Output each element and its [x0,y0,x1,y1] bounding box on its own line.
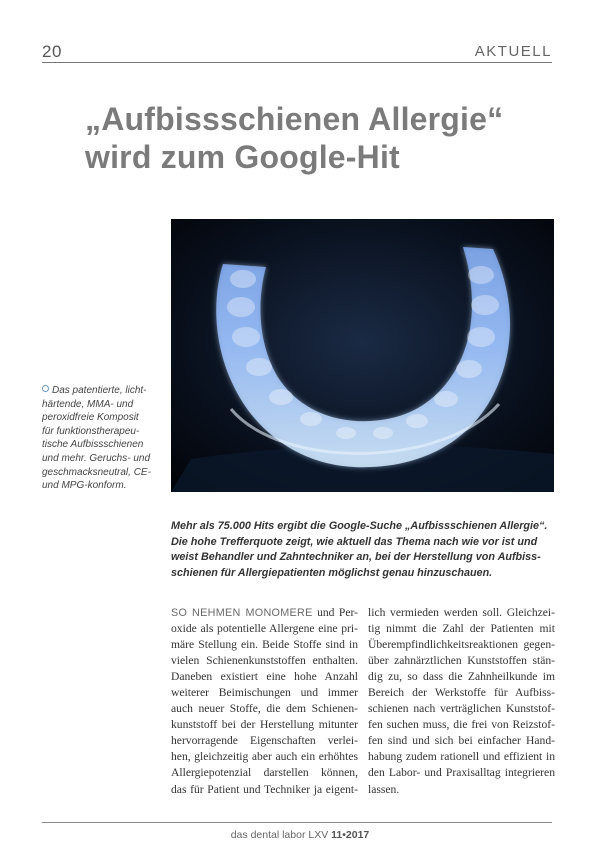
article-intro [171,519,566,581]
intro-line: schienen für Allergiepatienten möglichst genau hinzuschauen. [171,566,493,579]
body-line: vielen Schienenkunststoffen enthalten. [171,654,358,668]
body-line: Daneben existiert eine hohe Anzahl [171,670,358,684]
body-line: dig zu, so dass die Zahnheilkunde im [368,670,555,684]
body-line: schienen nach verträglichen Kunststof- [368,702,555,716]
body-line: hervorragende Eigenschaften verlei- [171,734,358,748]
caption-line: und mehr. Geruchs- und [42,452,151,464]
page-number: 20 [42,42,62,61]
body-line: weiterer Beimischungen und immer [171,686,358,700]
intro-line: weist Behandler und Zahntechniker an, bei der Herstellung von Aufbiss- [171,551,541,563]
caption-line [42,384,164,398]
body-line: Überempfindlichkeitsreaktionen gegen- [368,638,555,652]
article-photo [171,219,554,492]
dental-splint-icon [171,219,554,492]
body-line: fen suchen muss, die frei von Reizstof- [368,718,555,732]
title-line: „Aufbissschienen Allergie“ [85,101,504,137]
body-line: hen, gleichzeitig aber auch ein erhöhtes [171,750,358,764]
body-line: tig nimmt die Zahl der Patienten mit [368,622,555,636]
caption-line: härtende, MMA- und [42,398,134,410]
body-line: habung zudem rationell und effizient in [368,750,555,764]
caption-line: geschmacksneutral, CE- [42,466,151,478]
body-line: fen sind und sich bei einfacher Hand- [368,734,555,748]
journal-name: das dental labor LXV [230,829,332,841]
body-line: lassen. [368,782,400,796]
body-line: Bereich der Werkstoffe für Aufbiss- [368,686,555,700]
body-line: Allergiepotenzial darstellen können, [171,766,358,780]
footer-rule [42,822,552,823]
body-line: märe Stellung ein. Beide Stoffe sind in [171,638,358,652]
lead-in: SO NEHMEN MONOMERE [171,607,313,619]
body-line: das für Patient und Techniker ja eigent- [171,782,358,796]
body-column-right [368,605,555,798]
body-line [171,605,358,621]
body-text: und Per- [312,606,358,619]
body-line: auch neuer Stoffe, die dem Schienen- [171,702,358,716]
intro-line: Die hohe Trefferquote zeigt, wie aktuell das Thema nach wie vor ist und [171,535,538,548]
caption-line: peroxidfreie Komposit [42,412,139,424]
issue-number: 11•2017 [331,829,370,841]
page-footer [0,829,600,841]
circle-bullet-icon [42,385,49,392]
body-column-left [171,605,358,798]
body-line: über zahnärztlichen Kunststoffen stän- [368,654,555,668]
body-line: oxide als potentielle Allergene eine pri- [171,622,358,636]
intro-line: Mehr als 75.000 Hits ergibt die Google-Suche „Aufbissschienen Allergie“. [171,520,548,532]
title-line: wird zum Google-Hit [85,139,400,175]
caption-line: für funktionstherapeu- [42,425,140,437]
caption-line: tische Aufbissschienen [42,439,144,451]
header-rule [42,62,552,63]
photo-caption [42,384,164,493]
body-line: lich vermieden werden soll. Gleichzei- [368,606,555,619]
caption-line: und MPG-konform. [42,480,127,492]
section-label: AKTUELL [474,43,552,60]
body-line: kunststoff bei der Herstellung mitunter [171,718,358,732]
article-title [85,100,565,176]
caption-text: Das patentierte, licht- [52,385,147,396]
body-line: den Labor- und Praxisalltag integrieren [368,766,555,780]
